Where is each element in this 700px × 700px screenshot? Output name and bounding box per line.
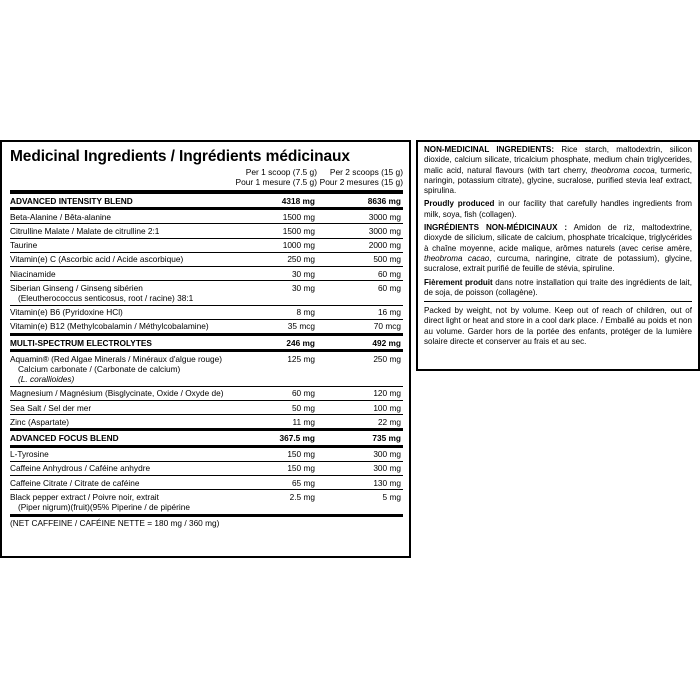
amount-per-two-scoops: 735 mg [372, 432, 401, 443]
non-medicinal-fr-italic: theobroma cacao [424, 253, 490, 263]
table-row [10, 448, 403, 462]
table-row [10, 194, 403, 210]
table-row [10, 462, 403, 476]
proudly-produced-en-text: in our facility that carefully handles ingredients from milk, soya, fish (collagen). [424, 199, 692, 219]
col1-header-en: Per 1 scoop (7.5 g) [245, 167, 317, 177]
ingredient-name-cell [10, 283, 245, 303]
col2-header-fr: Pour 2 mesures (15 g) [319, 177, 403, 187]
ingredient-name: Black pepper extract / Poivre noir, extrait [10, 491, 159, 502]
non-medicinal-en [424, 145, 692, 196]
amount-per-scoop: 65 mg [291, 477, 315, 488]
ingredient-name-cell [10, 212, 245, 222]
amount-per-two-scoops: 22 mg [377, 416, 401, 427]
amount-per-scoop: 150 mg [287, 449, 315, 460]
amount-per-two-scoops: 16 mg [377, 307, 401, 318]
non-medicinal-fr-text-b: , curcuma, naringine, citrate de potassium), glycine, sucralose, extrait purifié de feuille de stévia, spiruline. [424, 253, 692, 274]
ingredient-subtext: Calcium carbonate / (Carbonate de calcium) [18, 363, 181, 374]
ingredient-name: MULTI-SPECTRUM ELECTROLYTES [10, 337, 152, 348]
ingredient-name: Caffeine Anhydrous / Caféine anhydre [10, 463, 151, 474]
ingredient-name: Zinc (Aspartate) [10, 416, 70, 427]
table-row [10, 476, 403, 490]
amount-per-scoop: 30 mg [291, 268, 315, 279]
amount-per-scoop: 60 mg [291, 388, 315, 399]
ingredient-name-cell [10, 403, 245, 413]
ingredient-name-cell [10, 449, 245, 459]
table-row [10, 352, 403, 387]
ingredient-name: Sea Salt / Sel der mer [10, 402, 92, 413]
ingredient-name-cell [10, 269, 245, 279]
amount-per-scoop: 246 mg [286, 337, 315, 348]
amount-per-scoop: 8 mg [296, 307, 315, 318]
table-row [10, 387, 403, 401]
amount-per-scoop: 11 mg [292, 416, 315, 427]
amount-per-scoop: 250 mg [287, 254, 315, 265]
amount-per-two-scoops: 250 mg [373, 353, 401, 364]
table-row [10, 267, 403, 281]
col1-header-fr: Pour 1 mesure (7.5 g) [235, 177, 317, 187]
amount-per-scoop: 150 mg [287, 463, 315, 474]
ingredient-table [10, 194, 403, 530]
amount-per-two-scoops: 3000 mg [368, 225, 401, 236]
ingredient-subtext: (Eleutherococcus senticosus, root / racine) 38:1 [18, 292, 194, 303]
ingredient-name-cell [10, 307, 245, 317]
ingredient-subtext: (Piper nigrum)(fruit)(95% Piperine / de pipérine [18, 501, 191, 512]
ingredient-name-cell [10, 492, 245, 512]
col2-header-en: Per 2 scoops (15 g) [329, 167, 403, 177]
non-medicinal-fr-label: INGRÉDIENTS NON-MÉDICINAUX : [424, 223, 568, 233]
amount-per-two-scoops: 130 mg [373, 477, 401, 488]
table-row [10, 517, 403, 530]
amount-per-scoop: 367.5 mg [279, 432, 315, 443]
amount-per-scoop: 1500 mg [282, 225, 315, 236]
ingredient-name-cell [10, 240, 245, 250]
ingredient-name: (NET CAFFEINE / CAFÉINE NETTE = 180 mg / 360 mg) [10, 518, 220, 529]
amount-per-scoop: 35 mcg [287, 321, 315, 332]
ingredient-name-cell [10, 417, 245, 427]
ingredient-name: Taurine [10, 240, 38, 251]
non-medicinal-en-text-b: , turmeric, naringin, potassium citrate), glycine, sucralose, purified stevia leaf extract, spirulina. [424, 165, 692, 196]
proudly-produced-en-label: Proudly produced [424, 199, 495, 209]
amount-per-two-scoops: 500 mg [373, 254, 401, 265]
proudly-produced-fr [424, 278, 692, 299]
ingredient-name: Niacinamide [10, 268, 56, 279]
amount-per-scoop: 50 mg [291, 402, 315, 413]
ingredient-name-cell [10, 463, 245, 473]
table-row [10, 431, 403, 447]
non-medicinal-en-text-a: Rice starch, maltodextrin, silicon dioxide, calcium silicate, tricalcium phosphate, medium chain triglycerides, malic acid, natural flavours (with tart cherry, [424, 145, 692, 175]
amount-per-scoop: 2.5 mg [289, 491, 315, 502]
table-row [10, 253, 403, 267]
amount-per-two-scoops: 60 mg [377, 282, 401, 293]
ingredient-name: Magnesium / Magnésium (Bisglycinate, Oxide / Oxyde de) [10, 388, 224, 399]
non-medicinal-fr-text-a: Amidon de riz, maltodextrine, dioxyde de silicium, silicate de calcium, phosphate tricalcique, triglycérides à chaîne moyenne, acide malique, arômes naturels (avec cerise amère, [424, 223, 692, 253]
ingredient-name: Aquamin® (Red Algae Minerals / Minéraux d'algue rouge) [10, 353, 223, 364]
ingredient-subtext-latin: (L. corallioides) [18, 374, 75, 385]
proudly-produced-en [424, 199, 692, 220]
amount-per-two-scoops: 100 mg [373, 402, 401, 413]
table-row [10, 401, 403, 415]
table-row [10, 306, 403, 320]
ingredient-name: ADVANCED FOCUS BLEND [10, 432, 119, 443]
amount-per-two-scoops: 8636 mg [367, 195, 401, 206]
ingredient-name: Caffeine Citrate / Citrate de caféine [10, 477, 140, 488]
ingredient-name-cell [10, 433, 245, 443]
storage-divider [424, 301, 692, 302]
non-medicinal-panel [416, 140, 700, 371]
table-row [10, 415, 403, 431]
serving-header-fr [10, 177, 403, 187]
amount-per-two-scoops: 120 mg [373, 388, 401, 399]
ingredient-name: Citrulline Malate / Malate de citrulline 2:1 [10, 225, 160, 236]
amount-per-two-scoops: 300 mg [373, 449, 401, 460]
ingredient-name-cell [10, 338, 245, 348]
amount-per-scoop: 4318 mg [281, 195, 315, 206]
ingredient-name-cell [10, 196, 245, 206]
amount-per-two-scoops: 492 mg [372, 337, 401, 348]
table-row [10, 239, 403, 253]
non-medicinal-en-label: NON-MEDICINAL INGREDIENTS: [424, 145, 555, 154]
ingredient-name: Vitamin(e) B6 (Pyridoxine HCl) [10, 307, 123, 318]
table-row [10, 336, 403, 352]
table-row [10, 281, 403, 305]
amount-per-two-scoops: 5 mg [382, 491, 401, 502]
non-medicinal-en-italic: theobroma cocoa [591, 165, 655, 175]
medicinal-ingredients-panel [0, 140, 411, 558]
proudly-produced-fr-text: dans notre installation qui traite des ingrédients de lait, de soja, de poisson (collagène). [424, 277, 693, 297]
ingredient-name-cell [10, 226, 245, 236]
table-row [10, 320, 403, 336]
serving-header-en [10, 167, 403, 177]
table-row [10, 490, 403, 516]
ingredient-name: ADVANCED INTENSITY BLEND [10, 195, 133, 206]
amount-per-scoop: 1000 mg [282, 240, 315, 251]
amount-per-two-scoops: 70 mcg [373, 321, 401, 332]
proudly-produced-fr-label: Fièrement produit [424, 277, 493, 287]
amount-per-two-scoops: 3000 mg [368, 211, 401, 222]
ingredient-name-cell [10, 478, 245, 488]
ingredient-name: Beta-Alanine / Bêta-alanine [10, 211, 112, 222]
non-medicinal-fr [424, 223, 692, 274]
table-row [10, 224, 403, 238]
ingredient-name: Vitamin(e) B12 (Methylcobalamin / Méthylcobalamine) [10, 321, 209, 332]
table-row [10, 210, 403, 224]
amount-per-two-scoops: 60 mg [377, 268, 401, 279]
amount-per-scoop: 30 mg [291, 282, 315, 293]
amount-per-two-scoops: 300 mg [373, 463, 401, 474]
ingredient-name: Siberian Ginseng / Ginseng sibérien [10, 282, 143, 293]
storage-text: Packed by weight, not by volume. Keep out of reach of children, out of direct light or heat and store in a cool dark place. / Emballé au poids et non au volume. Garder hors de la portée des enfants, protéger de la lumière solaire directe et conserver au frais et au sec. [424, 306, 692, 347]
ingredient-name-cell [10, 254, 245, 264]
ingredient-name-cell [10, 321, 245, 331]
amount-per-two-scoops: 2000 mg [368, 240, 401, 251]
ingredient-name: Vitamin(e) C (Ascorbic acid / Acide ascorbique) [10, 254, 184, 265]
amount-per-scoop: 1500 mg [282, 211, 315, 222]
medicinal-title: Medicinal Ingredients / Ingrédients médicinaux [10, 148, 350, 165]
amount-per-scoop: 125 mg [287, 353, 315, 364]
ingredient-name-cell [10, 354, 245, 385]
ingredient-name-cell [10, 518, 245, 528]
ingredient-name-cell [10, 388, 245, 398]
ingredient-name: L-Tyrosine [10, 449, 49, 460]
